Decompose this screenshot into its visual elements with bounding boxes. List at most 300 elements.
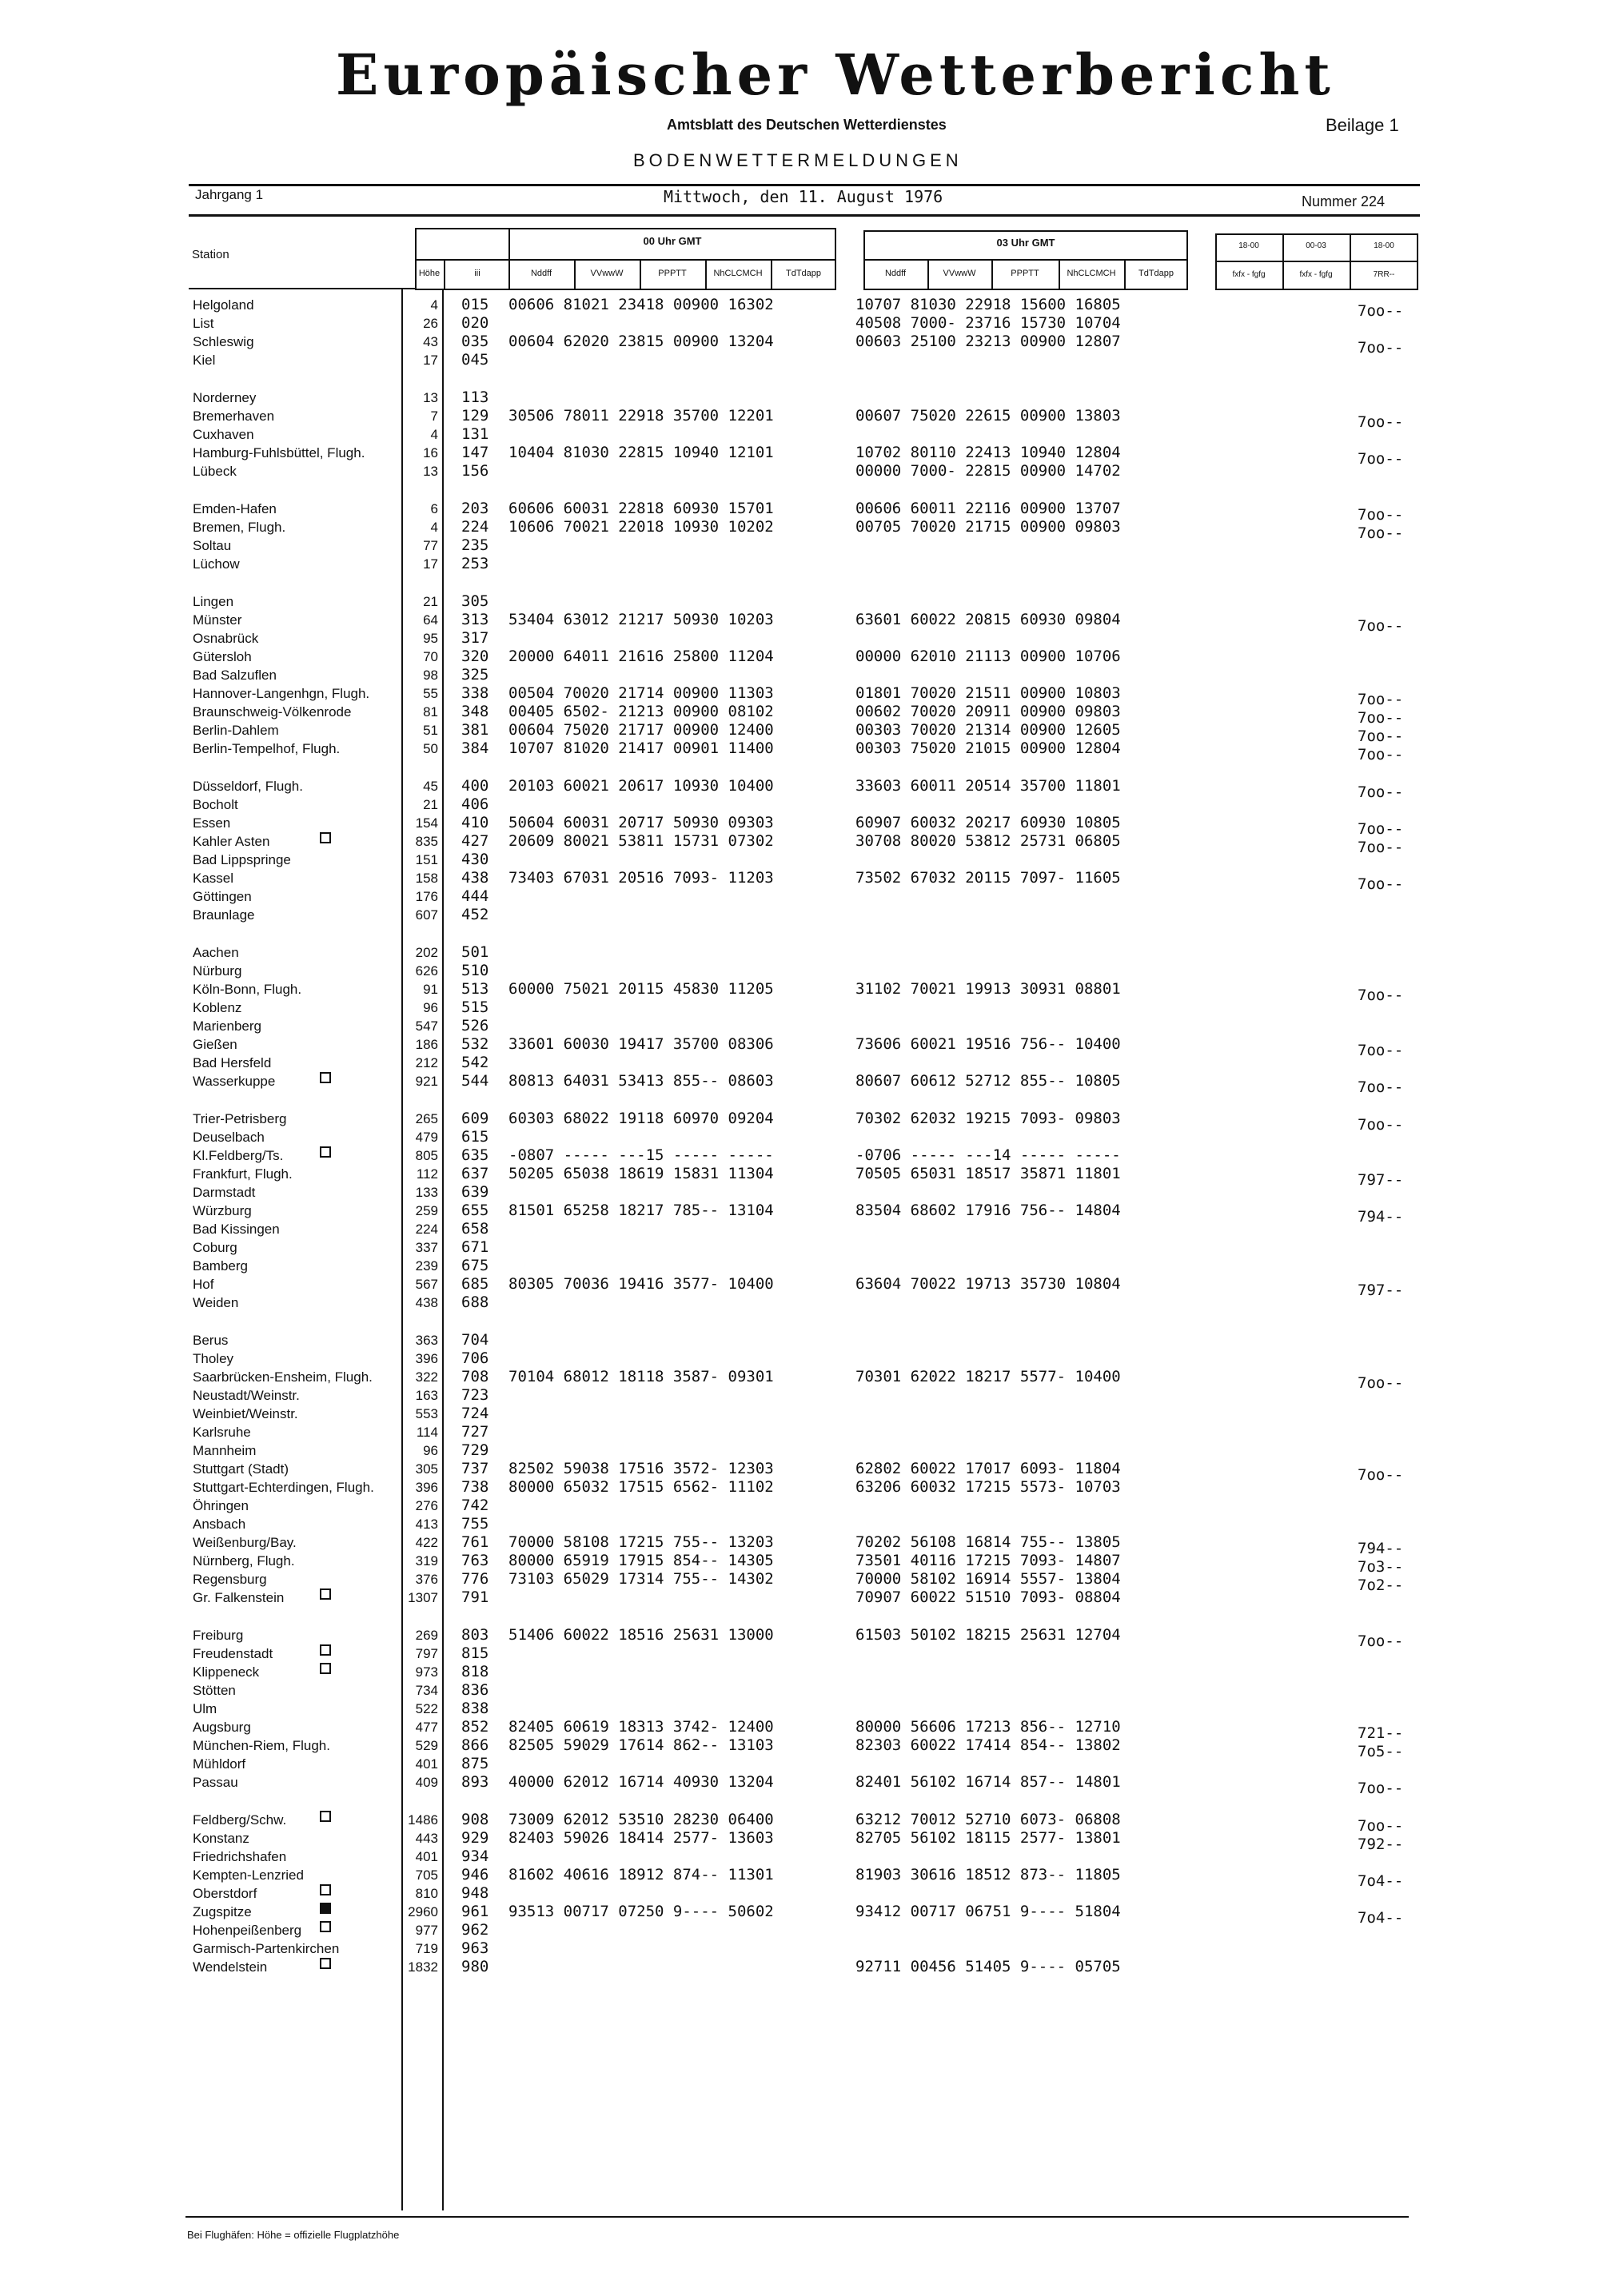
station-index: 836 (461, 1681, 489, 1699)
obs-03-gmt: 80607 60612 52712 855-- 10805 (855, 1072, 1121, 1090)
station-height: 835 (415, 834, 438, 849)
col03-ppptt: PPPTT (1011, 269, 1039, 278)
station-height: 64 (423, 612, 438, 628)
obs-03-gmt: 00000 62010 21113 00900 10706 (855, 648, 1121, 665)
table-row (0, 1035, 1599, 1059)
station-index: 852 (461, 1718, 489, 1736)
table-row (0, 851, 1599, 869)
station-index: 738 (461, 1478, 489, 1496)
table-row (0, 536, 1599, 555)
station-height: 154 (415, 815, 438, 831)
footer-rule (185, 2216, 1409, 2218)
station-name: Braunschweig-Völkenrode (193, 704, 352, 719)
table-row (0, 814, 1599, 838)
station-name: Koblenz (193, 1000, 242, 1015)
station-index: 776 (461, 1570, 489, 1588)
table-row (0, 869, 1599, 893)
col00-nhclcmch: NhCLCMCH (713, 269, 763, 278)
table-row (0, 1552, 1599, 1576)
station-height: 396 (415, 1480, 438, 1495)
station-index: 658 (461, 1220, 489, 1238)
station-index: 438 (461, 869, 489, 887)
open-square-icon (320, 1644, 331, 1656)
station-name: Weißenburg/Bay. (193, 1535, 297, 1550)
station-index: 430 (461, 851, 489, 868)
station-index: 946 (461, 1866, 489, 1883)
station-index: 803 (461, 1626, 489, 1644)
station-name: Oberstdorf (193, 1886, 257, 1901)
table-row (0, 1405, 1599, 1423)
station-height: 396 (415, 1351, 438, 1366)
obs-00-gmt: 20103 60021 20617 10930 10400 (508, 777, 774, 795)
obs-03-gmt: 82401 56102 16714 857-- 14801 (855, 1773, 1121, 1791)
station-height: 21 (423, 594, 438, 609)
table-row (0, 1958, 1599, 1976)
station-name: Osnabrück (193, 631, 259, 646)
station-name: Köln-Bonn, Flugh. (193, 982, 302, 997)
station-name: Kl.Feldberg/Ts. (193, 1148, 284, 1163)
station-index: 510 (461, 962, 489, 979)
station-height: 13 (423, 390, 438, 405)
station-name: Stuttgart-Echterdingen, Flugh. (193, 1480, 374, 1495)
station-height: 734 (415, 1683, 438, 1698)
station-index: 685 (461, 1275, 489, 1293)
station-index: 639 (461, 1183, 489, 1201)
obs-03-gmt: 82303 60022 17414 854-- 13802 (855, 1736, 1121, 1754)
obs-00-gmt: 10404 81030 22815 10940 12101 (508, 444, 774, 461)
station-index: 338 (461, 684, 489, 702)
station-height: 21 (423, 797, 438, 812)
station-name: Nürnberg, Flugh. (193, 1553, 295, 1569)
open-square-icon (320, 1811, 331, 1822)
table-row (0, 1588, 1599, 1607)
station-height: 705 (415, 1867, 438, 1883)
obs-03-gmt: 70000 58102 16914 5557- 13804 (855, 1570, 1121, 1588)
station-name: Mannheim (193, 1443, 257, 1458)
station-name: Darmstadt (193, 1185, 256, 1200)
obs-03-gmt: 62802 60022 17017 6093- 11804 (855, 1460, 1121, 1477)
obs-03-gmt: 00607 75020 22615 00900 13803 (855, 407, 1121, 425)
station-index: 515 (461, 999, 489, 1016)
station-height: 13 (423, 464, 438, 479)
station-height: 112 (416, 1166, 438, 1182)
precip-group: 7oo-- (1358, 746, 1404, 763)
station-height: 4 (430, 297, 438, 313)
table-row (0, 1700, 1599, 1718)
obs-03-gmt: 00602 70020 20911 00900 09803 (855, 703, 1121, 720)
obs-00-gmt: 82403 59026 18414 2577- 13603 (508, 1829, 774, 1847)
jahrgang-label: Jahrgang 1 (195, 187, 264, 202)
station-name: Trier-Petrisberg (193, 1111, 287, 1126)
station-index: 452 (461, 906, 489, 923)
table-row (0, 832, 1599, 856)
station-name: Nürburg (193, 963, 242, 979)
open-square-icon (320, 1146, 331, 1158)
obs-03-gmt: 00303 75020 21015 00900 12804 (855, 739, 1121, 757)
station-name: Regensburg (193, 1572, 267, 1587)
station-index: 203 (461, 500, 489, 517)
station-name: Weiden (193, 1295, 239, 1310)
table-row (0, 314, 1599, 333)
table-row (0, 444, 1599, 468)
table-row (0, 887, 1599, 906)
obs-03-gmt: 82705 56102 18115 2577- 13801 (855, 1829, 1121, 1847)
station-index: 542 (461, 1054, 489, 1071)
extra-bottom-2: fxfx - fgfg (1299, 270, 1333, 279)
footer-note: Bei Flughäfen: Höhe = offizielle Flugplatzhöhe (187, 2229, 400, 2241)
precip-group: 7oo-- (1358, 617, 1404, 635)
open-square-icon (320, 832, 331, 843)
station-name: Düsseldorf, Flugh. (193, 779, 303, 794)
table-row (0, 1183, 1599, 1202)
station-name: Stuttgart (Stadt) (193, 1461, 289, 1477)
precip-group: 7o4-- (1358, 1909, 1404, 1927)
obs-00-gmt: 33601 60030 19417 35700 08306 (508, 1035, 774, 1053)
table-row (0, 1644, 1599, 1663)
station-index: 742 (461, 1497, 489, 1514)
station-index: 893 (461, 1773, 489, 1791)
station-index: 708 (461, 1368, 489, 1385)
station-height: 55 (423, 686, 438, 701)
table-row (0, 1165, 1599, 1189)
obs-03-gmt: 70301 62022 18217 5577- 10400 (855, 1368, 1121, 1385)
table-row (0, 962, 1599, 980)
station-index: 406 (461, 795, 489, 813)
station-index: 655 (461, 1202, 489, 1219)
table-row (0, 425, 1599, 444)
station-name: Konstanz (193, 1831, 249, 1846)
obs-03-gmt: 93412 00717 06751 9---- 51804 (855, 1903, 1121, 1920)
station-index: 320 (461, 648, 489, 665)
col03-nddff: Nddff (884, 269, 907, 278)
station-height: 81 (423, 704, 438, 719)
station-height: 422 (415, 1535, 438, 1550)
precip-group: 7oo-- (1358, 506, 1404, 524)
table-row (0, 1884, 1599, 1903)
precip-group: 7oo-- (1358, 727, 1404, 745)
station-name: München-Riem, Flugh. (193, 1738, 330, 1753)
station-name: Berlin-Tempelhof, Flugh. (193, 741, 341, 756)
station-index: 501 (461, 943, 489, 961)
station-index: 704 (461, 1331, 489, 1349)
station-index: 544 (461, 1072, 489, 1090)
obs-03-gmt: 63206 60032 17215 5573- 10703 (855, 1478, 1121, 1496)
station-name: Passau (193, 1775, 238, 1790)
obs-03-gmt: 10707 81030 22918 15600 16805 (855, 296, 1121, 313)
obs-00-gmt: 53404 63012 21217 50930 10203 (508, 611, 774, 628)
obs-00-gmt: 10707 81020 21417 00901 11400 (508, 739, 774, 757)
report-subtitle: Amtsblatt des Deutschen Wetterdienstes (667, 117, 947, 133)
table-row (0, 980, 1599, 1004)
station-height: 977 (415, 1923, 438, 1938)
station-index: 513 (461, 980, 489, 998)
table-row (0, 1054, 1599, 1072)
station-name: Hannover-Langenhgn, Flugh. (193, 686, 370, 701)
station-height: 176 (415, 889, 438, 904)
station-height: 202 (415, 945, 438, 960)
date-label: Mittwoch, den 11. August 1976 (664, 187, 943, 206)
station-name: Gießen (193, 1037, 237, 1052)
station-index: 963 (461, 1939, 489, 1957)
obs-00-gmt: 60000 75021 20115 45830 11205 (508, 980, 774, 998)
obs-00-gmt: 00405 6502- 21213 00900 08102 (508, 703, 774, 720)
open-square-icon (320, 1884, 331, 1895)
obs-03-gmt: 31102 70021 19913 30931 08801 (855, 980, 1121, 998)
obs-03-gmt: 81903 30616 18512 873-- 11805 (855, 1866, 1121, 1883)
station-height: 319 (415, 1553, 438, 1569)
obs-03-gmt: 30708 80020 53812 25731 06805 (855, 832, 1121, 850)
station-height: 401 (415, 1849, 438, 1864)
station-index: 724 (461, 1405, 489, 1422)
precip-group: 7oo-- (1358, 783, 1404, 801)
group00-title: 00 Uhr GMT (643, 235, 702, 247)
station-index: 147 (461, 444, 489, 461)
station-index: 609 (461, 1110, 489, 1127)
obs-00-gmt: 80000 65032 17515 6562- 11102 (508, 1478, 774, 1496)
open-square-icon (320, 1663, 331, 1674)
station-height: 96 (423, 1000, 438, 1015)
precip-group: 7o4-- (1358, 1872, 1404, 1890)
station-height: 553 (415, 1406, 438, 1421)
station-height: 443 (415, 1831, 438, 1846)
station-height: 921 (415, 1074, 438, 1089)
station-height: 567 (415, 1277, 438, 1292)
station-height: 973 (415, 1664, 438, 1680)
station-name: Bremen, Flugh. (193, 520, 286, 535)
precip-group: 792-- (1358, 1836, 1404, 1853)
table-row (0, 351, 1599, 369)
station-name: Berus (193, 1333, 229, 1348)
station-height: 114 (416, 1425, 438, 1440)
precip-group: 7o5-- (1358, 1743, 1404, 1760)
station-height: 98 (423, 668, 438, 683)
station-index: 671 (461, 1238, 489, 1256)
table-row (0, 999, 1599, 1017)
station-index: 444 (461, 887, 489, 905)
station-height: 626 (415, 963, 438, 979)
station-index: 156 (461, 462, 489, 480)
station-height: 51 (423, 723, 438, 738)
station-index: 962 (461, 1921, 489, 1939)
obs-03-gmt: 33603 60011 20514 35700 11801 (855, 777, 1121, 795)
station-index: 727 (461, 1423, 489, 1441)
obs-00-gmt: 30506 78011 22918 35700 12201 (508, 407, 774, 425)
station-index: 875 (461, 1755, 489, 1772)
station-index: 637 (461, 1165, 489, 1182)
table-row (0, 1773, 1599, 1797)
iii-header: iii (474, 269, 480, 278)
station-name: Weinbiet/Weinstr. (193, 1406, 298, 1421)
station-index: 313 (461, 611, 489, 628)
station-name: Lübeck (193, 464, 237, 479)
station-index: 961 (461, 1903, 489, 1920)
table-row (0, 1460, 1599, 1484)
obs-03-gmt: 73501 40116 17215 7093- 14807 (855, 1552, 1121, 1569)
precip-group: 7oo-- (1358, 1078, 1404, 1096)
obs-00-gmt: 73009 62012 53510 28230 06400 (508, 1811, 774, 1828)
obs-03-gmt: 00603 25100 23213 00900 12807 (855, 333, 1121, 350)
table-row (0, 1128, 1599, 1146)
station-name: Bamberg (193, 1258, 248, 1274)
station-height: 16 (423, 445, 438, 460)
obs-03-gmt: 00303 70020 21314 00900 12605 (855, 721, 1121, 739)
table-row (0, 1736, 1599, 1760)
station-height: 96 (423, 1443, 438, 1458)
obs-03-gmt: 00000 7000- 22815 00900 14702 (855, 462, 1121, 480)
station-name: Göttingen (193, 889, 252, 904)
obs-00-gmt: 20609 80021 53811 15731 07302 (508, 832, 774, 850)
station-index: 615 (461, 1128, 489, 1146)
obs-00-gmt: 82505 59029 17614 862-- 13103 (508, 1736, 774, 1754)
obs-03-gmt: 60907 60032 20217 60930 10805 (855, 814, 1121, 831)
station-name: Braunlage (193, 907, 255, 923)
precip-group: 7oo-- (1358, 1780, 1404, 1797)
station-height: 50 (423, 741, 438, 756)
station-height: 4 (430, 520, 438, 535)
precip-group: 7oo-- (1358, 1042, 1404, 1059)
station-name: Wasserkuppe (193, 1074, 276, 1089)
station-name: Kahler Asten (193, 834, 270, 849)
station-height: 363 (415, 1333, 438, 1348)
table-row (0, 333, 1599, 357)
station-name: Lingen (193, 594, 234, 609)
obs-00-gmt: 60303 68022 19118 60970 09204 (508, 1110, 774, 1127)
precip-group: 794-- (1358, 1540, 1404, 1557)
station-height: 1832 (408, 1959, 438, 1975)
obs-00-gmt: 82502 59038 17516 3572- 12303 (508, 1460, 774, 1477)
table-row (0, 1478, 1599, 1497)
station-height: 70 (423, 649, 438, 664)
table-row (0, 1146, 1599, 1165)
open-square-icon (320, 1958, 331, 1969)
station-height: 376 (415, 1572, 438, 1587)
station-height: 17 (423, 353, 438, 368)
station-height: 186 (415, 1037, 438, 1052)
table-row (0, 703, 1599, 727)
table-row (0, 1533, 1599, 1557)
obs-03-gmt: 01801 70020 21511 00900 10803 (855, 684, 1121, 702)
station-name: Tholey (193, 1351, 234, 1366)
table-row (0, 648, 1599, 666)
obs-03-gmt: 63604 70022 19713 35730 10804 (855, 1275, 1121, 1293)
station-name: Bremerhaven (193, 409, 275, 424)
station-name: Coburg (193, 1240, 237, 1255)
obs-00-gmt: 60606 60031 22818 60930 15701 (508, 500, 774, 517)
col00-ppptt: PPPTT (658, 269, 687, 278)
station-height: 305 (415, 1461, 438, 1477)
obs-03-gmt: 40508 7000- 23716 15730 10704 (855, 314, 1121, 332)
table-row (0, 1202, 1599, 1226)
table-row (0, 1755, 1599, 1773)
station-height: 212 (415, 1055, 438, 1070)
station-height: 719 (415, 1941, 438, 1956)
station-name: Kiel (193, 353, 216, 368)
station-name: Bad Hersfeld (193, 1055, 272, 1070)
table-row (0, 1515, 1599, 1533)
station-name: Mühldorf (193, 1756, 246, 1772)
station-index: 755 (461, 1515, 489, 1533)
station-height: 413 (415, 1517, 438, 1532)
station-name: Karlsruhe (193, 1425, 251, 1440)
station-height: 409 (415, 1775, 438, 1790)
obs-03-gmt: 70202 56108 16814 755-- 13805 (855, 1533, 1121, 1551)
station-height: 322 (415, 1369, 438, 1385)
table-row (0, 1293, 1599, 1312)
table-row (0, 1386, 1599, 1405)
obs-03-gmt: 00606 60011 22116 00900 13707 (855, 500, 1121, 517)
table-row (0, 1238, 1599, 1257)
table-row (0, 296, 1599, 320)
col00-nddff: Nddff (530, 269, 552, 278)
station-index: 737 (461, 1460, 489, 1477)
station-height: 797 (415, 1646, 438, 1661)
station-name: Freudenstadt (193, 1646, 273, 1661)
table-row (0, 721, 1599, 745)
station-index: 410 (461, 814, 489, 831)
station-height: 477 (415, 1720, 438, 1735)
issue-number: Nummer 224 (1302, 193, 1386, 209)
station-index: 675 (461, 1257, 489, 1274)
obs-00-gmt: 80813 64031 53413 855-- 08603 (508, 1072, 774, 1090)
table-row (0, 1939, 1599, 1958)
station-height: 1307 (408, 1590, 438, 1605)
station-index: 045 (461, 351, 489, 369)
station-name: Bad Salzuflen (193, 668, 277, 683)
station-height: 438 (415, 1295, 438, 1310)
station-index: 688 (461, 1293, 489, 1311)
table-row (0, 518, 1599, 542)
station-height: 239 (415, 1258, 438, 1274)
station-height: 259 (415, 1203, 438, 1218)
station-name: Schleswig (193, 334, 254, 349)
station-column-header: Station (192, 248, 229, 261)
station-height: 163 (415, 1388, 438, 1403)
beilage-label: Beilage 1 (1326, 115, 1399, 135)
station-height: 77 (423, 538, 438, 553)
obs-00-gmt: -0807 ----- ---15 ----- ----- (508, 1146, 774, 1164)
station-index: 526 (461, 1017, 489, 1034)
station-index: 948 (461, 1884, 489, 1902)
extra-top-1: 18-00 (1238, 241, 1259, 250)
obs-03-gmt: 70302 62032 19215 7093- 09803 (855, 1110, 1121, 1127)
station-index: 838 (461, 1700, 489, 1717)
table-row (0, 1626, 1599, 1650)
station-index: 224 (461, 518, 489, 536)
table-row (0, 666, 1599, 684)
extra-top-2: 00-03 (1306, 241, 1326, 250)
obs-03-gmt: 80000 56606 17213 856-- 12710 (855, 1718, 1121, 1736)
station-height: 6 (430, 501, 438, 516)
table-row (0, 1072, 1599, 1096)
precip-group: 7oo-- (1358, 302, 1404, 320)
station-name: Würzburg (193, 1203, 252, 1218)
station-index: 908 (461, 1811, 489, 1828)
table-row (0, 462, 1599, 480)
obs-00-gmt: 00606 81021 23418 00900 16302 (508, 296, 774, 313)
station-height: 95 (423, 631, 438, 646)
table-row (0, 1681, 1599, 1700)
station-name: Hof (193, 1277, 214, 1292)
table-row (0, 629, 1599, 648)
obs-03-gmt: 92711 00456 51405 9---- 05705 (855, 1958, 1121, 1975)
precip-group: 797-- (1358, 1171, 1404, 1189)
station-height: 522 (415, 1701, 438, 1716)
obs-03-gmt: 63212 70012 52710 6073- 06808 (855, 1811, 1121, 1828)
table-row (0, 407, 1599, 431)
table-row (0, 1866, 1599, 1890)
station-index: 020 (461, 314, 489, 332)
table-row (0, 1257, 1599, 1275)
